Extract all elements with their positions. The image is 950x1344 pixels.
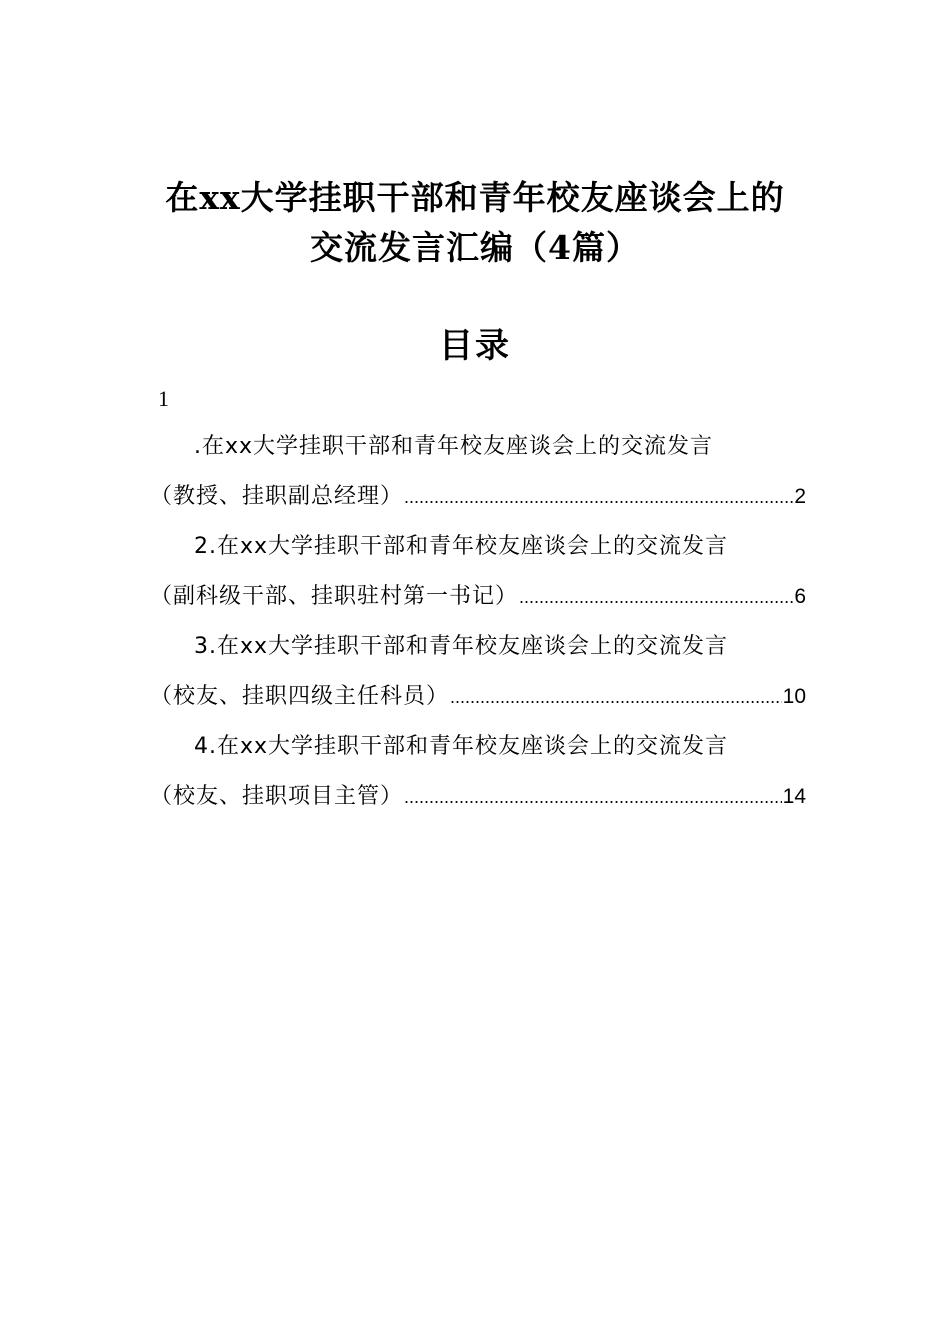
toc-dot-leader: [404, 472, 793, 522]
toc-entry[interactable]: [150, 422, 806, 522]
toc-dot-leader: [404, 772, 782, 822]
toc-entry-subtitle: （副科级干部、挂职驻村第一书记）: [150, 584, 519, 609]
toc-entry[interactable]: [150, 522, 806, 622]
toc-entry-title: 3.在xx大学挂职干部和青年校友座谈会上的交流发言: [194, 634, 729, 659]
toc-entry-subtitle: （校友、挂职四级主任科员）: [150, 684, 450, 709]
toc-dot-leader: [519, 572, 793, 622]
toc-entry-title: .在xx大学挂职干部和青年校友座谈会上的交流发言: [194, 434, 714, 459]
toc-entry[interactable]: [150, 622, 806, 722]
document-title-line-1: 在xx大学挂职干部和青年校友座谈会上的: [165, 178, 785, 217]
toc-page-number: 14: [782, 785, 806, 808]
toc-entry-subline: [150, 472, 806, 522]
document-title-line-2: 交流发言汇编（4篇）: [310, 228, 640, 267]
toc-page-number: 2: [794, 485, 806, 508]
toc-entry-subtitle: （教授、挂职副总经理）: [150, 484, 404, 509]
toc-entry-subline: [150, 572, 806, 622]
toc-entry-subtitle: （校友、挂职项目主管）: [150, 784, 404, 809]
stray-number: 1: [158, 386, 169, 411]
toc-entry-subline: [150, 772, 806, 822]
toc-entry-title: 4.在xx大学挂职干部和青年校友座谈会上的交流发言: [194, 734, 729, 759]
toc-entry[interactable]: [150, 722, 806, 822]
toc-heading: 目录: [439, 326, 511, 366]
table-of-contents: [150, 422, 806, 822]
toc-page-number: 6: [794, 585, 806, 608]
toc-dot-leader: [450, 672, 782, 722]
toc-entry-title: 2.在xx大学挂职干部和青年校友座谈会上的交流发言: [194, 534, 729, 559]
toc-page-number: 10: [782, 685, 806, 708]
toc-entry-subline: [150, 672, 806, 722]
